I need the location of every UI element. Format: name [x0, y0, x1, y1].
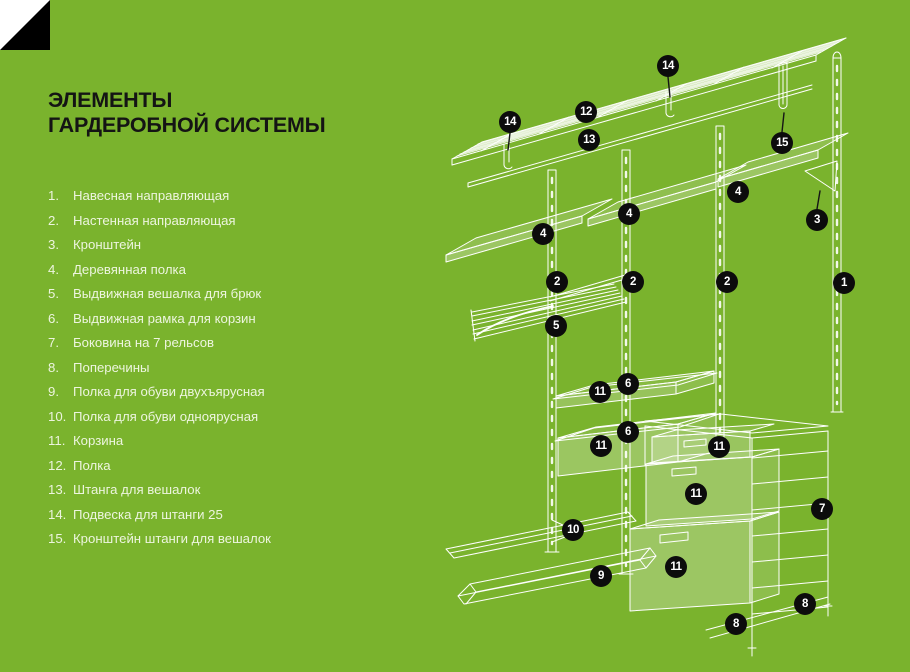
legend-item-label: Полка для обуви одноярусная [73, 408, 259, 424]
legend-item-label: Навесная направляющая [73, 188, 230, 203]
part-marker-14: 14 [657, 55, 679, 77]
part-marker-4: 4 [618, 203, 640, 225]
part-marker-11: 11 [589, 381, 611, 403]
part-marker-6: 6 [617, 421, 639, 443]
part-marker-5: 5 [545, 315, 567, 337]
legend-item-label: Подвеска для штанги 25 [73, 506, 223, 522]
legend-item-label: Выдвижная рамка для корзин [73, 310, 256, 326]
legend-item-label: Деревянная полка [73, 261, 186, 277]
legend-item-number: 9. [48, 384, 59, 399]
wooden-shelf [446, 199, 612, 262]
shoe-shelf-double [458, 548, 656, 604]
legend-item-number: 11. [48, 433, 66, 448]
legend-item-label: Боковина на 7 рельсов [73, 335, 215, 350]
legend-item-label: Поперечины [73, 359, 150, 375]
legend-item-number: 6. [48, 310, 59, 326]
legend-item-label: Выдвижная вешалка для брюк [73, 286, 262, 301]
part-marker-10: 10 [562, 519, 584, 541]
legend-item-number: 8. [48, 359, 59, 375]
part-marker-11: 11 [590, 435, 612, 457]
part-marker-11: 11 [665, 556, 687, 578]
legend-item-label: Кронштейн [73, 237, 142, 252]
part-marker-13: 13 [578, 129, 600, 151]
part-marker-3: 3 [806, 209, 828, 231]
legend-item-label: Корзина [73, 433, 124, 448]
legend-item-number: 1. [48, 188, 59, 203]
shelf-bracket [805, 161, 837, 191]
legend-item-number: 3. [48, 237, 59, 252]
legend-item-label: Настенная направляющая [73, 212, 236, 228]
title-line2: ГАРДЕРОБНОЙ СИСТЕМЫ [48, 113, 326, 137]
legend-item-number: 15. [48, 531, 67, 546]
title-line1: ЭЛЕМЕНТЫ [48, 88, 173, 112]
part-marker-12: 12 [575, 101, 597, 123]
part-marker-8: 8 [794, 593, 816, 615]
legend-item-number: 12. [48, 457, 67, 473]
wooden-shelf [588, 165, 746, 226]
part-marker-9: 9 [590, 565, 612, 587]
legend-item-number: 5. [48, 286, 59, 301]
hanging-standard [831, 52, 843, 412]
legend-item-label: Полка [73, 457, 111, 473]
part-marker-15: 15 [771, 132, 793, 154]
unit-drawer-large [630, 512, 779, 611]
part-marker-14: 14 [499, 111, 521, 133]
part-marker-2: 2 [622, 271, 644, 293]
part-marker-6: 6 [617, 373, 639, 395]
legend-item-number: 13. [48, 482, 67, 497]
part-marker-1: 1 [833, 272, 855, 294]
part-marker-7: 7 [811, 498, 833, 520]
part-marker-8: 8 [725, 613, 747, 635]
legend-item-label: Штанга для вешалок [73, 482, 201, 497]
part-marker-4: 4 [727, 181, 749, 203]
rod-bracket [779, 62, 787, 109]
legend-item-number: 10. [48, 408, 67, 424]
legend-item-number: 7. [48, 335, 59, 350]
part-marker-4: 4 [532, 223, 554, 245]
shoe-shelf-single [446, 512, 636, 558]
part-marker-11: 11 [708, 436, 730, 458]
legend-item-number: 4. [48, 261, 59, 277]
part-marker-11: 11 [685, 483, 707, 505]
legend-item-number: 2. [48, 212, 59, 228]
legend-item-label: Кронштейн штанги для вешалок [73, 531, 271, 546]
part-marker-2: 2 [716, 271, 738, 293]
legend-item-number: 14. [48, 506, 67, 522]
part-marker-2: 2 [546, 271, 568, 293]
legend-item-label: Полка для обуви двухъярусная [73, 384, 265, 399]
